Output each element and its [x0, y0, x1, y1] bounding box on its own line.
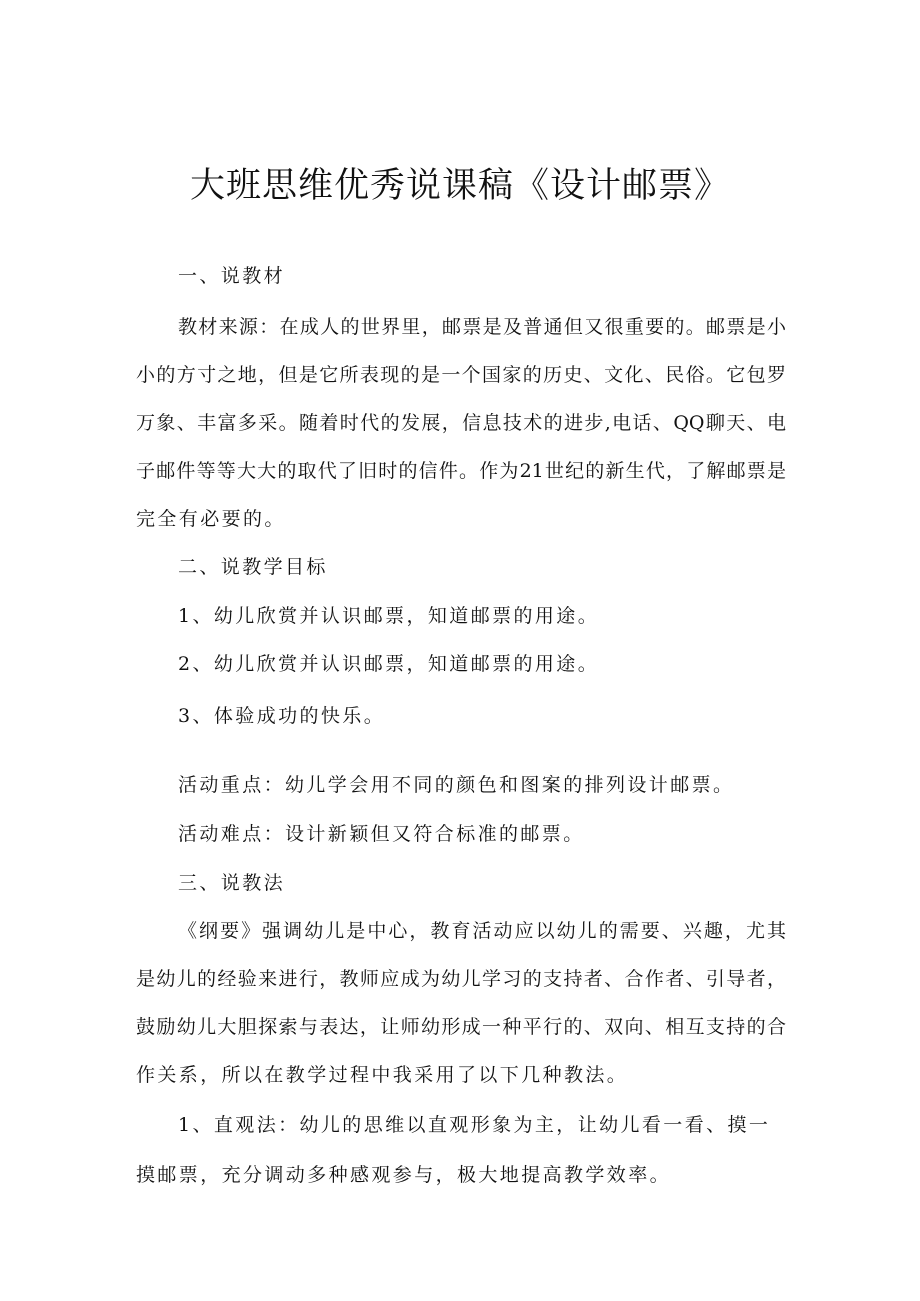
list-item: 3、体验成功的快乐。: [178, 705, 386, 727]
paragraph-line: 摸邮票，充分调动多种感观参与，极大地提高教学效率。: [136, 1164, 672, 1186]
list-item: 1、直观法：幼儿的思维以直观形象为主，让幼儿看一看、摸一: [178, 1114, 771, 1136]
paragraph-line: 万象、丰富多采。随着时代的发展，信息技术的进步,电话、QQ聊天、电: [136, 412, 786, 434]
activity-focus: 活动重点：幼儿学会用不同的颜色和图案的排列设计邮票。: [178, 774, 735, 796]
section-heading-teaching-goals: 二、说教学目标: [178, 556, 328, 578]
paragraph-line: 子邮件等等大大的取代了旧时的信件。作为21世纪的新生代，了解邮票是: [136, 460, 786, 482]
section-heading-teaching-material: 一、说教材: [178, 265, 286, 287]
list-item: 2、幼儿欣赏并认识邮票，知道邮票的用途。: [178, 653, 600, 675]
paragraph-line: 教材来源：在成人的世界里，邮票是及普通但又很重要的。邮票是小: [178, 316, 786, 338]
paragraph-line: 完全有必要的。: [136, 508, 286, 530]
paragraph-line: 鼓励幼儿大胆探索与表达，让师幼形成一种平行的、双向、相互支持的合: [136, 1016, 786, 1038]
paragraph-line: 小的方寸之地，但是它所表现的是一个国家的历史、文化、民俗。它包罗: [136, 364, 786, 386]
document-title: 大班思维优秀说课稿《设计邮票》: [189, 166, 730, 206]
section-heading-teaching-methods: 三、说教法: [178, 872, 286, 894]
paragraph-line: 作关系，所以在教学过程中我采用了以下几种教法。: [136, 1064, 629, 1086]
paragraph-line: 《纲要》强调幼儿是中心，教育活动应以幼儿的需要、兴趣，尤其: [178, 920, 786, 942]
activity-difficulty: 活动难点：设计新颖但又符合标准的邮票。: [178, 823, 585, 845]
list-item: 1、幼儿欣赏并认识邮票，知道邮票的用途。: [178, 605, 600, 627]
paragraph-line: 是幼儿的经验来进行，教师应成为幼儿学习的支持者、合作者、引导者，: [136, 968, 786, 990]
